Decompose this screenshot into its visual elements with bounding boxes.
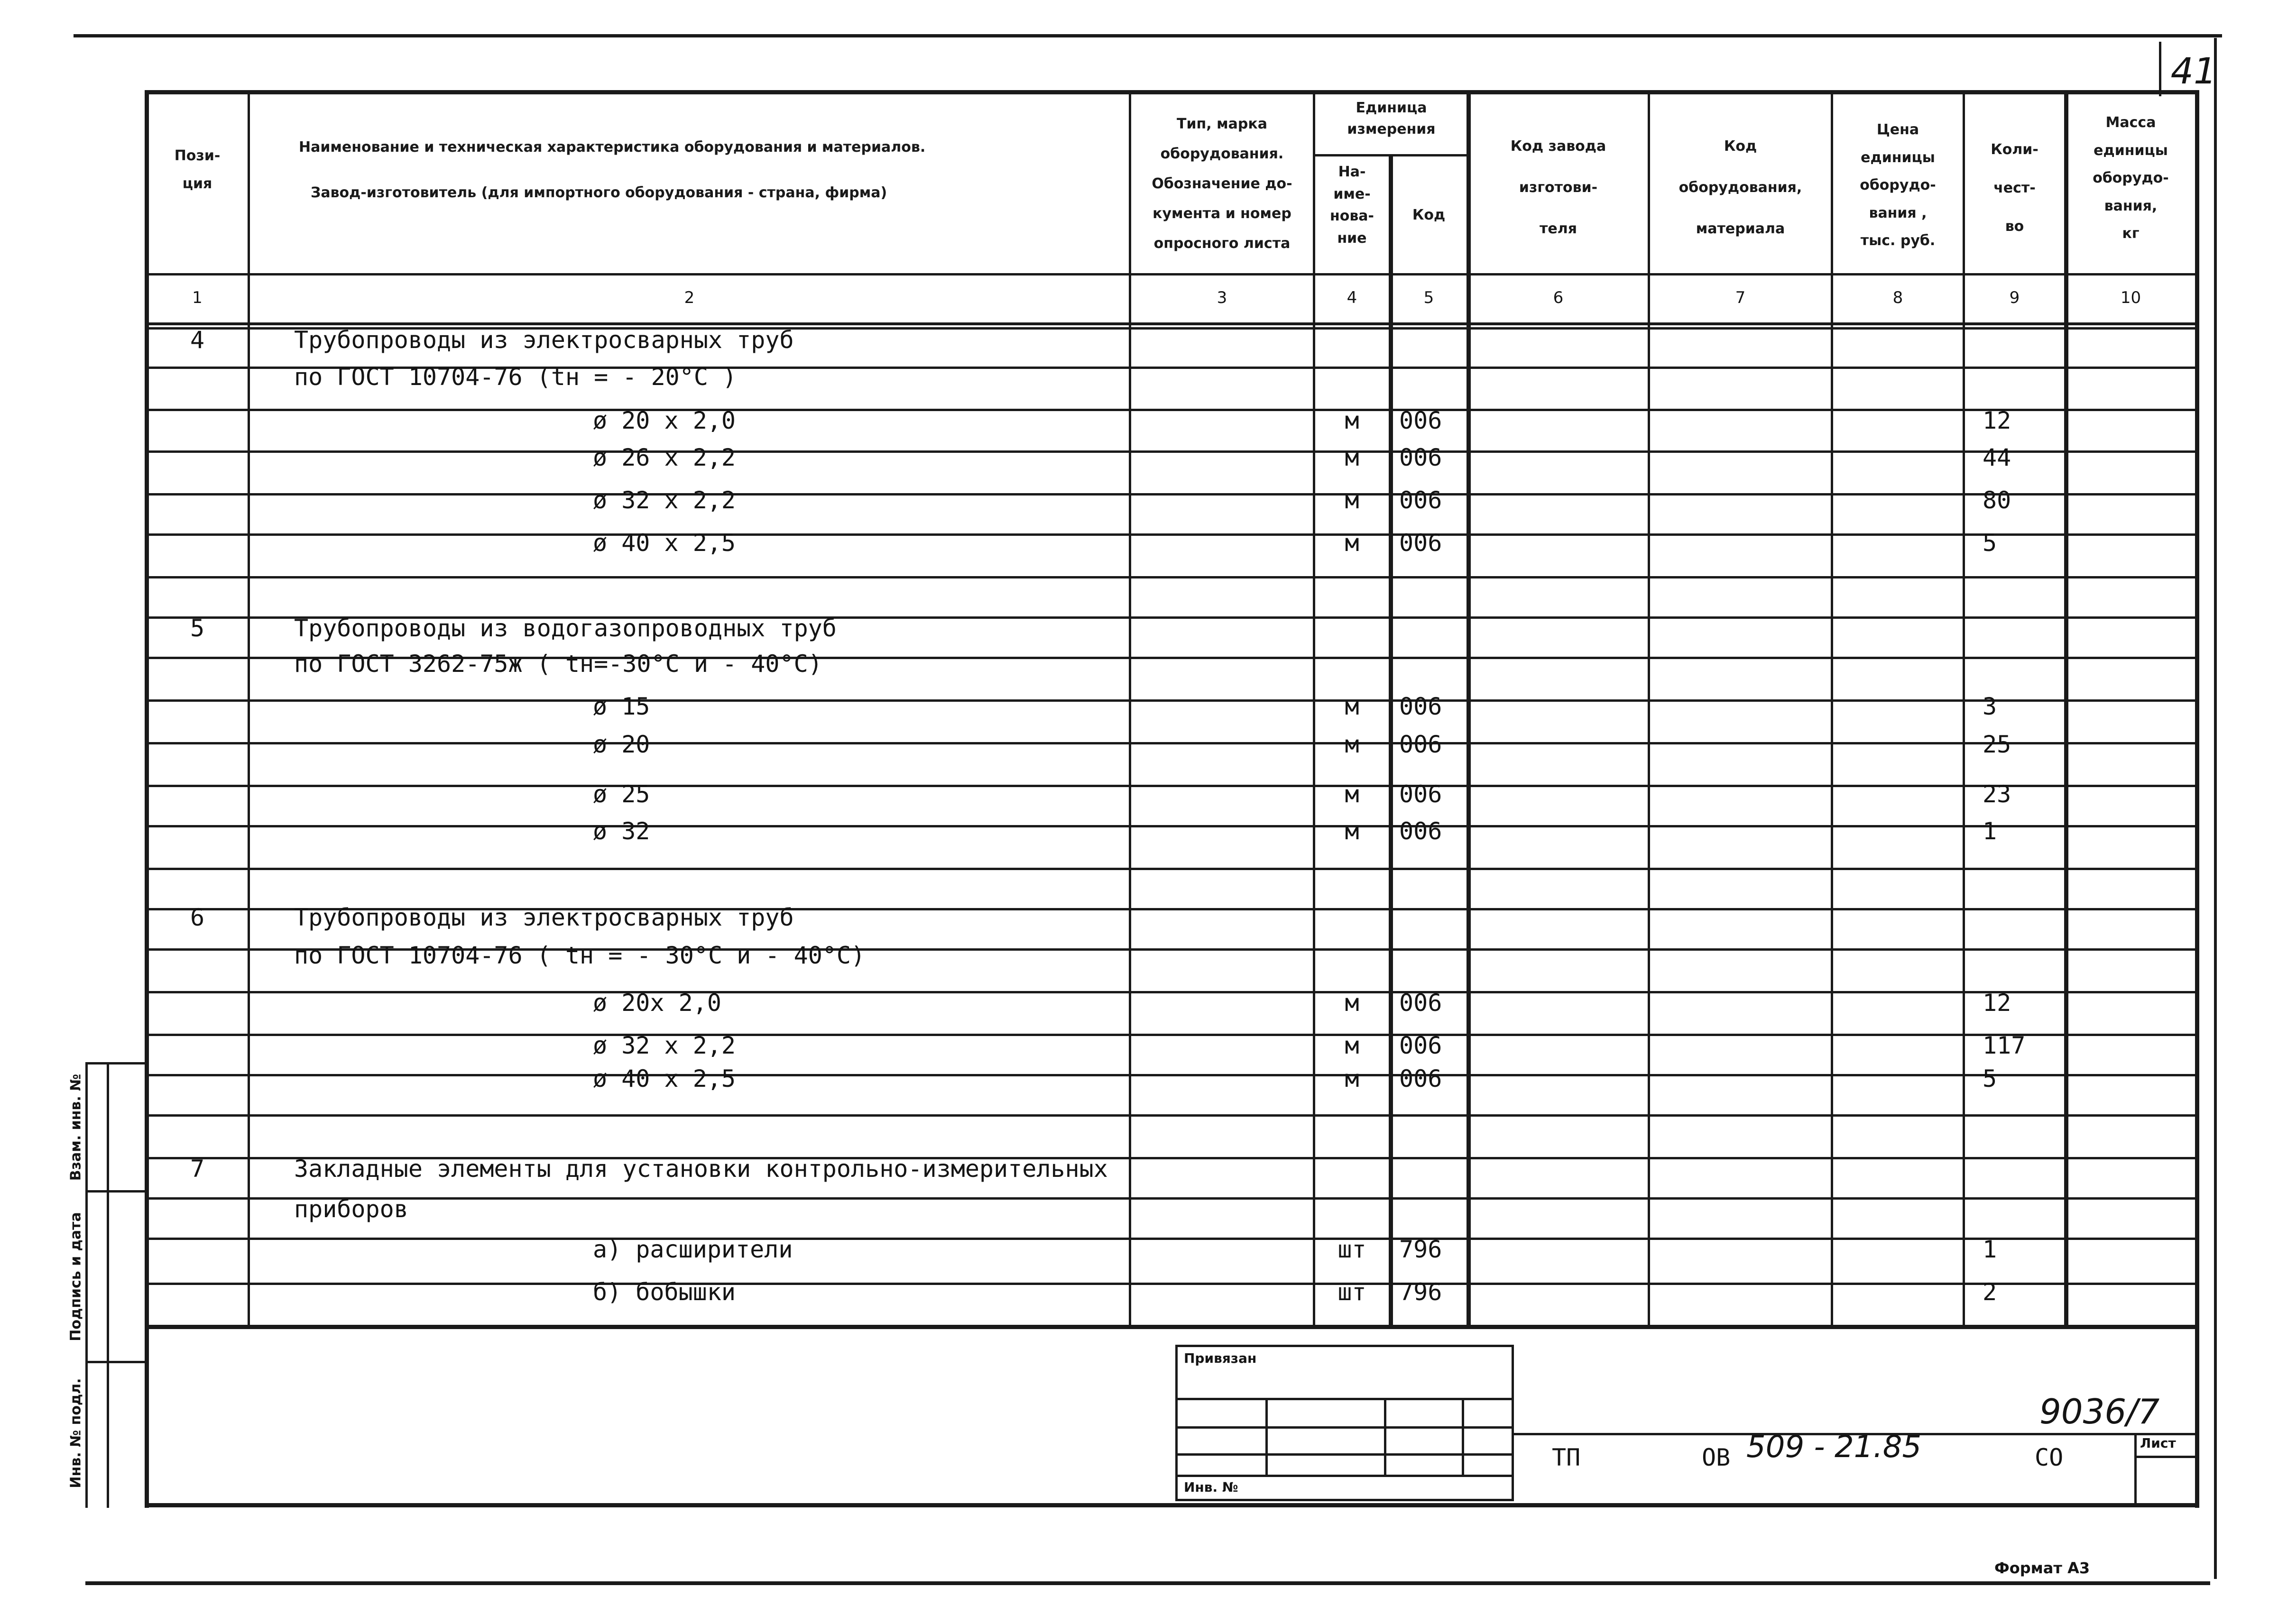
unit-name-cell: м	[1345, 486, 1359, 514]
header-bottom-border	[145, 273, 2198, 275]
item-name-cell: ø 40 x 2,5	[593, 529, 736, 557]
quantity-cell: 12	[1983, 407, 2011, 434]
unit-code-cell: 006	[1399, 731, 1442, 758]
item-name-cell: ø 20	[593, 731, 650, 758]
unit-name-cell: м	[1345, 529, 1359, 557]
quantity-cell: 12	[1983, 989, 2011, 1017]
unit-name-cell: м	[1345, 731, 1359, 758]
quantity-cell: 44	[1983, 444, 2011, 471]
row-line	[145, 1283, 2198, 1285]
item-name-cell: ø 32	[593, 817, 650, 845]
unit-name-cell: шт	[1337, 1278, 1366, 1306]
unit-name-cell: м	[1345, 780, 1359, 808]
header-mass: Масса единицы оборудо- вания, кг	[2093, 114, 2169, 242]
row-line	[145, 576, 2198, 578]
quantity-cell: 25	[1983, 731, 2011, 758]
privyazan-line4	[1175, 1475, 1514, 1477]
unit-name-cell: м	[1345, 693, 1359, 720]
col-divider-7	[1831, 90, 1833, 1325]
unit-code-cell: 796	[1399, 1236, 1442, 1263]
unit-code-cell: 006	[1399, 817, 1442, 845]
row-line	[145, 825, 2198, 827]
item-name-cell: б) бобышки	[593, 1278, 736, 1306]
item-name-cell: ø 20 x 2,0	[593, 407, 736, 434]
header-position: Пози- ция	[174, 147, 221, 192]
col-number-6: 6	[1553, 288, 1564, 307]
col-divider-4	[1389, 154, 1393, 1325]
side-stamp-left	[85, 1062, 88, 1508]
project-number: 509 - 21.85	[1746, 1430, 1922, 1465]
frame-top-line	[74, 34, 2222, 37]
quantity-cell: 23	[1983, 780, 2011, 808]
page-number-box-left	[2159, 42, 2161, 96]
side-stamp-div2	[85, 1361, 145, 1363]
row-line	[145, 991, 2198, 993]
item-name-cell: ø 32 x 2,2	[593, 486, 736, 514]
frame-right-line	[2214, 38, 2217, 1579]
col-divider-6	[1648, 90, 1650, 1325]
table-right-border	[2195, 90, 2199, 1508]
privyazan-label: Привязан	[1184, 1350, 1257, 1366]
col-number-3: 3	[1217, 288, 1227, 307]
header-unit-group: Единица измерения	[1347, 100, 1436, 138]
unit-code-cell: 006	[1399, 407, 1442, 434]
body-bottom-border	[145, 1325, 2198, 1329]
quantity-cell: 5	[1983, 1065, 1997, 1092]
unit-code-cell: 006	[1399, 1032, 1442, 1059]
header-unit-code: Код	[1412, 207, 1446, 223]
row-line	[145, 1114, 2198, 1117]
row-line	[145, 742, 2198, 744]
item-name-cell: Трубопроводы из водогазопроводных труб	[294, 615, 837, 642]
header-quantity: Коли- чест- во	[1991, 141, 2038, 235]
privyazan-v3	[1462, 1398, 1464, 1475]
ov-label: ОВ	[1702, 1444, 1731, 1471]
quantity-cell: 80	[1983, 486, 2011, 514]
list-box-divider	[2134, 1456, 2195, 1458]
item-name-cell: ø 26 x 2,2	[593, 444, 736, 471]
quantity-cell: 2	[1983, 1278, 1997, 1306]
item-name-cell: ø 25	[593, 780, 650, 808]
quantity-cell: 117	[1983, 1032, 2026, 1059]
col-number-4: 4	[1347, 288, 1357, 307]
side-stamp-div1	[85, 1190, 145, 1193]
row-line	[145, 1238, 2198, 1240]
item-name-cell: по ГОСТ 10704-76 (tн = - 20°С )	[294, 363, 737, 391]
quantity-cell: 1	[1983, 1236, 1997, 1263]
side-inv-podl: Инв. № подл.	[67, 1378, 84, 1488]
quantity-cell: 5	[1983, 529, 1997, 557]
col-divider-5	[1467, 90, 1471, 1325]
item-name-cell: ø 20x 2,0	[593, 989, 721, 1017]
quantity-cell: 1	[1983, 817, 1997, 845]
item-name-cell: Трубопроводы из электросварных труб	[294, 904, 794, 931]
unit-name-cell: м	[1345, 1065, 1359, 1092]
header-price: Цена единицы оборудо- вания , тыс. руб.	[1860, 121, 1936, 249]
item-name-cell: приборов	[294, 1195, 408, 1223]
side-stamp-mid	[107, 1062, 109, 1508]
unit-group-divider	[1313, 154, 1467, 156]
header-equipment-code: Код оборудования, материала	[1679, 138, 1802, 237]
row-line	[145, 450, 2198, 453]
frame-bottom-line	[85, 1581, 2210, 1585]
position-cell: 6	[190, 904, 205, 931]
row-line	[145, 1074, 2198, 1076]
position-cell: 4	[190, 326, 205, 354]
unit-code-cell: 006	[1399, 989, 1442, 1017]
tp-label: ТП	[1552, 1444, 1581, 1471]
position-cell: 5	[190, 615, 205, 642]
unit-code-cell: 006	[1399, 780, 1442, 808]
item-name-cell: ø 40 x 2,5	[593, 1065, 736, 1092]
inv-no-label: Инв. №	[1184, 1479, 1238, 1495]
col-number-5: 5	[1423, 288, 1434, 307]
row-line	[145, 409, 2198, 411]
side-podpis-data: Подпись и дата	[67, 1212, 84, 1341]
format-label: Формат А3	[1994, 1559, 2090, 1577]
header-type: Тип, марка оборудования. Обозначение до- кумента и номер опросного листа	[1152, 116, 1292, 252]
unit-code-cell: 006	[1399, 444, 1442, 471]
col-number-10: 10	[2120, 288, 2141, 307]
number-row-bottom-border	[145, 322, 2198, 325]
header-name-line1: Наименование и техническая характеристика оборудования и материалов.	[299, 139, 926, 156]
unit-name-cell: м	[1345, 444, 1359, 471]
col-number-2: 2	[684, 288, 695, 307]
unit-name-cell: шт	[1337, 1236, 1366, 1263]
col-divider-2	[1129, 90, 1131, 1325]
position-cell: 7	[190, 1155, 205, 1183]
col-divider-1	[248, 90, 250, 1325]
item-name-cell: ø 15	[593, 693, 650, 720]
item-name-cell: по ГОСТ 3262-75ж ( tн=-30°С и - 40°С)	[294, 650, 822, 678]
unit-name-cell: м	[1345, 989, 1359, 1017]
item-name-cell: Трубопроводы из электросварных труб	[294, 326, 794, 354]
header-unit-name: На- име- нова- ние	[1329, 164, 1374, 247]
quantity-cell: 3	[1983, 693, 1997, 720]
item-name-cell: а) расширители	[593, 1236, 793, 1263]
row-line	[145, 493, 2198, 495]
unit-code-cell: 006	[1399, 486, 1442, 514]
side-stamp-top	[85, 1062, 145, 1064]
unit-name-cell: м	[1345, 817, 1359, 845]
row-line	[145, 1034, 2198, 1036]
privyazan-v2	[1384, 1398, 1386, 1475]
row-line	[145, 533, 2198, 536]
item-name-cell: ø 32 x 2,2	[593, 1032, 736, 1059]
header-factory-code: Код завода изготови- теля	[1510, 138, 1606, 237]
col-divider-8	[1963, 90, 1965, 1325]
unit-code-cell: 796	[1399, 1278, 1442, 1306]
unit-code-cell: 006	[1399, 1065, 1442, 1092]
table-top-border	[145, 90, 2198, 94]
unit-name-cell: м	[1345, 407, 1359, 434]
header-name-line2: Завод-изготовитель (для импортного оборудования - страна, фирма)	[311, 184, 887, 201]
row-line	[145, 1197, 2198, 1200]
co-label: СО	[2035, 1444, 2064, 1471]
doc-number: 9036/7	[2039, 1392, 2160, 1431]
privyazan-v1	[1265, 1398, 1268, 1475]
unit-code-cell: 006	[1399, 529, 1442, 557]
item-name-cell: по ГОСТ 10704-76 ( tн = - 30°С и - 40°С)	[294, 942, 866, 969]
row-line	[145, 785, 2198, 787]
unit-code-cell: 006	[1399, 693, 1442, 720]
table-bottom-border	[145, 1503, 2198, 1507]
item-name-cell: Закладные элементы для установки контрольно-измерительных	[294, 1155, 1108, 1183]
row-line	[145, 868, 2198, 870]
row-line	[145, 699, 2198, 702]
side-vzam-inv: Взам. инв. №	[67, 1073, 84, 1181]
page-number: 41	[2170, 50, 2217, 92]
list-label: Лист	[2140, 1435, 2176, 1451]
col-number-9: 9	[2009, 288, 2020, 307]
col-number-8: 8	[1892, 288, 1903, 307]
unit-name-cell: м	[1345, 1032, 1359, 1059]
col-number-7: 7	[1735, 288, 1746, 307]
col-number-1: 1	[192, 288, 203, 307]
col-divider-9	[2064, 90, 2068, 1325]
